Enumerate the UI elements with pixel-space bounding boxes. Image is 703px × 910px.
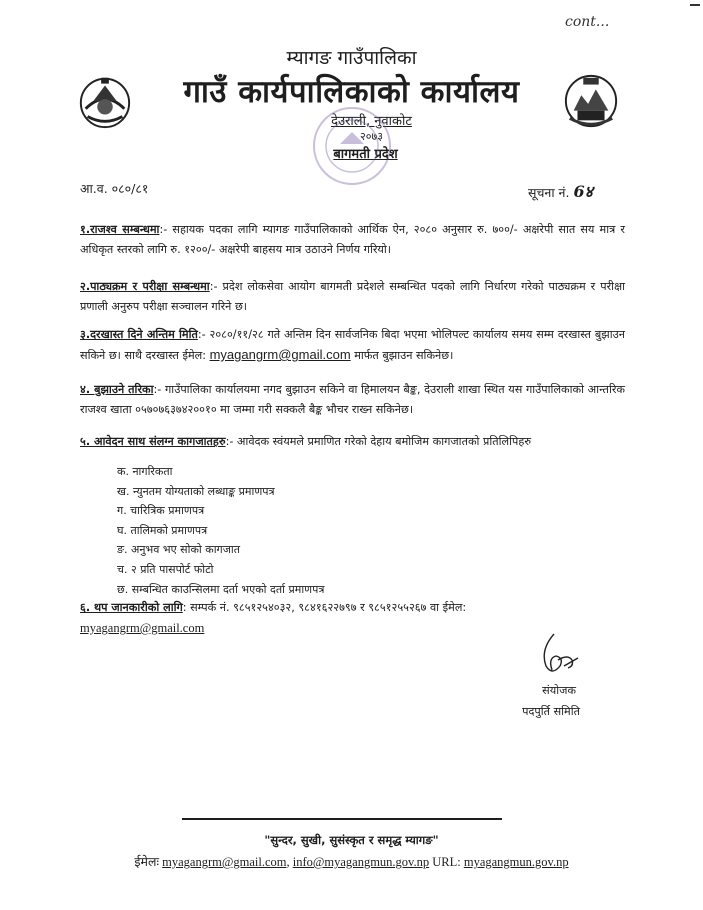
paragraph-body: : सम्पर्क नं. ९८५१२५४०३२, ९८४१६२२७९७ र ९८५१२५५२६७ वा ईमेल: xyxy=(182,601,467,614)
signatory-office: पदपुर्ति समिति xyxy=(522,705,580,718)
footer-divider xyxy=(182,818,502,820)
paragraph-heading: ६. थप जानकारीको लागि xyxy=(80,601,183,614)
list-item: ग. चारित्रिक प्रमाणपत्र xyxy=(117,504,205,518)
footer-email-2[interactable]: info@myagangmun.gov.np xyxy=(292,855,430,869)
paragraph-body: :- आवेदक स्वंयमले प्रमाणित गरेको देहाय बमोजिम कागजातको प्रतिलिपिहरु xyxy=(225,435,532,448)
notice-number: 6४ xyxy=(573,182,593,201)
fiscal-year: आ.व. ०८०/८१ xyxy=(80,181,149,196)
list-item: क. नागरिकता xyxy=(117,465,173,478)
handwritten-note: cont... xyxy=(565,14,610,30)
footer-email-1[interactable]: myagangrm@gmail.com xyxy=(162,855,287,869)
email-link[interactable]: myagangrm@gmail.com xyxy=(80,621,205,635)
list-item: च. २ प्रति पासपोर्ट फोटो xyxy=(117,562,214,576)
edge-mark xyxy=(690,4,700,6)
notice-number-line xyxy=(528,180,593,202)
paragraph-body: :- २०८०/११/२८ गते अन्तिम दिन सार्वजनिक बिदा भएमा भोलिपल्ट कार्यालय समय सम्म दरखास्त बुझाउन सकिने छ। साथै दरखास्त ईमेल: xyxy=(80,328,625,362)
municipality-name: म्यागङ गाउँपालिका xyxy=(286,47,417,69)
paragraph-revenue xyxy=(80,220,625,260)
paragraph-heading: ३.दरखास्त दिने अन्तिम मिति xyxy=(80,328,198,341)
list-item: ङ. अनुभव भए सोको कागजात xyxy=(117,543,241,557)
required-documents-list xyxy=(117,462,324,599)
paragraph-heading: २.पाठ्यक्रम र परीक्षा सम्बन्धमा xyxy=(80,280,210,293)
notice-number-label: सूचना नं. xyxy=(528,185,570,200)
email-link[interactable]: myagangrm@gmail.com xyxy=(209,347,351,362)
office-location: देउराली, नुवाकोट xyxy=(331,114,412,129)
paragraph-body: :- गाउँपालिका कार्यालयमा नगद बुझाउन सकिने वा हिमालयन बैङ्क, देउराली शाखा स्थित यस गाउँपालिकाको आन्तरिक राजश्व खाता ०५७०७६३७४२००१० मा जम्मा गरी सक्कलै बैङ्क भौचर राख्न सकिनेछ। xyxy=(80,383,626,416)
list-item: ख. न्युनतम योग्यताको लब्धाङ्क प्रमाणपत्र xyxy=(117,484,275,498)
office-stamp-icon xyxy=(310,104,394,188)
established-year: २०७३ xyxy=(360,130,383,143)
footer-slogan: "सुन्दर, सुखी, सुसंस्कृत र समृद्ध म्यागङ" xyxy=(264,833,439,847)
footer-contact: ईमेलः myagangrm@gmail.com, info@myagangmun.gov.np URL: myagangmun.gov.np xyxy=(134,855,569,869)
paragraph-payment xyxy=(80,380,625,420)
province-name: बागमती प्रदेश xyxy=(333,147,398,162)
paragraph-syllabus xyxy=(80,277,625,317)
office-title: गाउँ कार्यपालिकाको कार्यालय xyxy=(183,74,520,110)
footer-url[interactable]: myagangmun.gov.np xyxy=(463,855,569,869)
paragraph-body: :- प्रदेश लोकसेवा आयोग बागमती प्रदेशले सम्बन्धित पदको लागि निर्धारण गरेको पाठ्यक्रम र परीक्षा प्रणाली अनुरुप परीक्षा सञ्चालन गरिने छ। xyxy=(80,280,625,313)
paragraph-body: :- सहायक पदका लागि म्यागङ गाउँपालिकाको आर्थिक ऐन, २०८० अनुसार रु. ७००/- अक्षरेपी सात सय मात्र र अधिकृत स्तरको लागि रु. १२००/- अक्षरेपी बाहसय मात्र उठाउने निर्णय गरियो। xyxy=(80,223,625,256)
list-item: घ. तालिमको प्रमाणपत्र xyxy=(117,523,208,537)
paragraph-body-tail: मार्फत बुझाउन सकिनेछ। xyxy=(350,349,454,362)
signature-icon xyxy=(534,630,584,678)
paragraph-deadline xyxy=(80,325,625,366)
signatory-role: संयोजक xyxy=(542,684,576,697)
paragraph-heading: १.राजश्व सम्बन्धमा xyxy=(80,223,160,236)
paragraph-documents xyxy=(80,432,625,452)
email-label: ईमेलः xyxy=(134,855,163,869)
paragraph-heading: ५. आवेदन साथ संलग्न कागजातहरु xyxy=(80,435,226,448)
paragraph-heading: ४. बुझाउने तरिका xyxy=(80,383,154,396)
list-item: छ. सम्बन्धित काउन्सिलमा दर्ता भएको दर्ता प्रमाणपत्र xyxy=(117,582,325,596)
url-label: URL: xyxy=(432,855,464,869)
